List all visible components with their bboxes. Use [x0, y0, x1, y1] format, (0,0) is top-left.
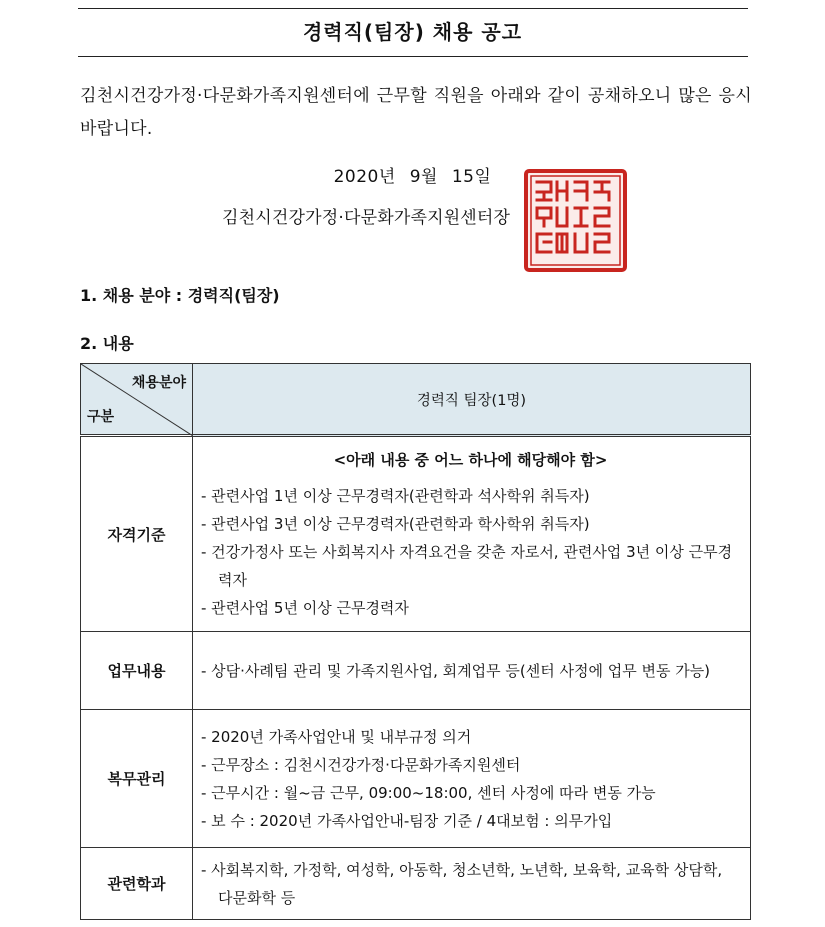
table-corner-cell: [81, 364, 193, 436]
page-title: 경력직(팀장) 채용 공고: [302, 20, 523, 44]
list-item: - 관련사업 5년 이상 근무경력자: [201, 599, 409, 617]
list-item: - 보 수 : 2020년 가족사업안내-팀장 기준 / 4대보험 : 의무가입: [201, 811, 613, 830]
announcement-date: [0, 162, 825, 187]
table-header-row: [81, 364, 751, 436]
table-row: [81, 848, 751, 920]
row-label-majors: 관련학과: [81, 848, 193, 920]
date-day: 15일: [451, 167, 492, 187]
organization-name: 김천시건강가정·다문화가족지원센터장: [222, 208, 511, 228]
date-year: 2020년: [333, 167, 396, 187]
row-label-service: 복무관리: [81, 710, 193, 848]
table-row: [81, 436, 751, 632]
row-label-qualification: 자격기준: [81, 436, 193, 632]
section-recruit-field: 1. 채용 분야 : 경력직(팀장): [80, 286, 280, 305]
table-row: [81, 710, 751, 848]
list-item: - 사회복지학, 가정학, 여성학, 아동학, 청소년학, 노년학, 보육학, 교육학 상담학, 다문화학 등: [201, 860, 723, 907]
list-item: - 근무시간 : 월~금 근무, 09:00~18:00, 센터 사정에 따라 변동 가능: [201, 783, 656, 802]
corner-top-label: 채용분야: [131, 375, 186, 391]
recruitment-table: [80, 363, 751, 920]
table-row: [81, 632, 751, 710]
row-body-majors: [193, 848, 751, 920]
title-rule-top: [78, 8, 748, 9]
column-title: 경력직 팀장(1명): [193, 364, 751, 436]
row-body-service: [193, 710, 751, 848]
row-body-duties: [193, 632, 751, 710]
list-item: - 상담·사례팀 관리 및 가족지원사업, 회계업무 등(센터 사정에 업무 변동 가능): [201, 661, 711, 680]
intro-paragraph: 김천시건강가정·다문화가족지원센터에 근무할 직원을 아래와 같이 공채하오니 많은 응시바랍니다.: [80, 86, 752, 139]
list-item: - 건강가정사 또는 사회복지사 자격요건을 갖춘 자로서, 관련사업 3년 이상 근무경력자: [201, 543, 733, 589]
row-label-duties: 업무내용: [81, 632, 193, 710]
title-rule-bottom: [78, 56, 748, 57]
list-item: - 관련사업 1년 이상 근무경력자(관련학과 석사학위 취득자): [201, 487, 590, 505]
list-item: - 관련사업 3년 이상 근무경력자(관련학과 학사학위 취득자): [201, 515, 590, 533]
list-item: - 2020년 가족사업안내 및 내부규정 의거: [201, 727, 472, 746]
section-content: 2. 내용: [80, 334, 134, 353]
qualification-note: <아래 내용 중 어느 하나에 해당해야 함>: [333, 451, 608, 469]
row-body-qualification: [193, 436, 751, 632]
corner-bottom-label: 구분: [87, 409, 115, 425]
list-item: - 근무장소 : 김천시건강가정·다문화가족지원센터: [201, 755, 521, 774]
date-month: 9월: [409, 167, 438, 187]
official-seal-icon: [523, 168, 628, 273]
